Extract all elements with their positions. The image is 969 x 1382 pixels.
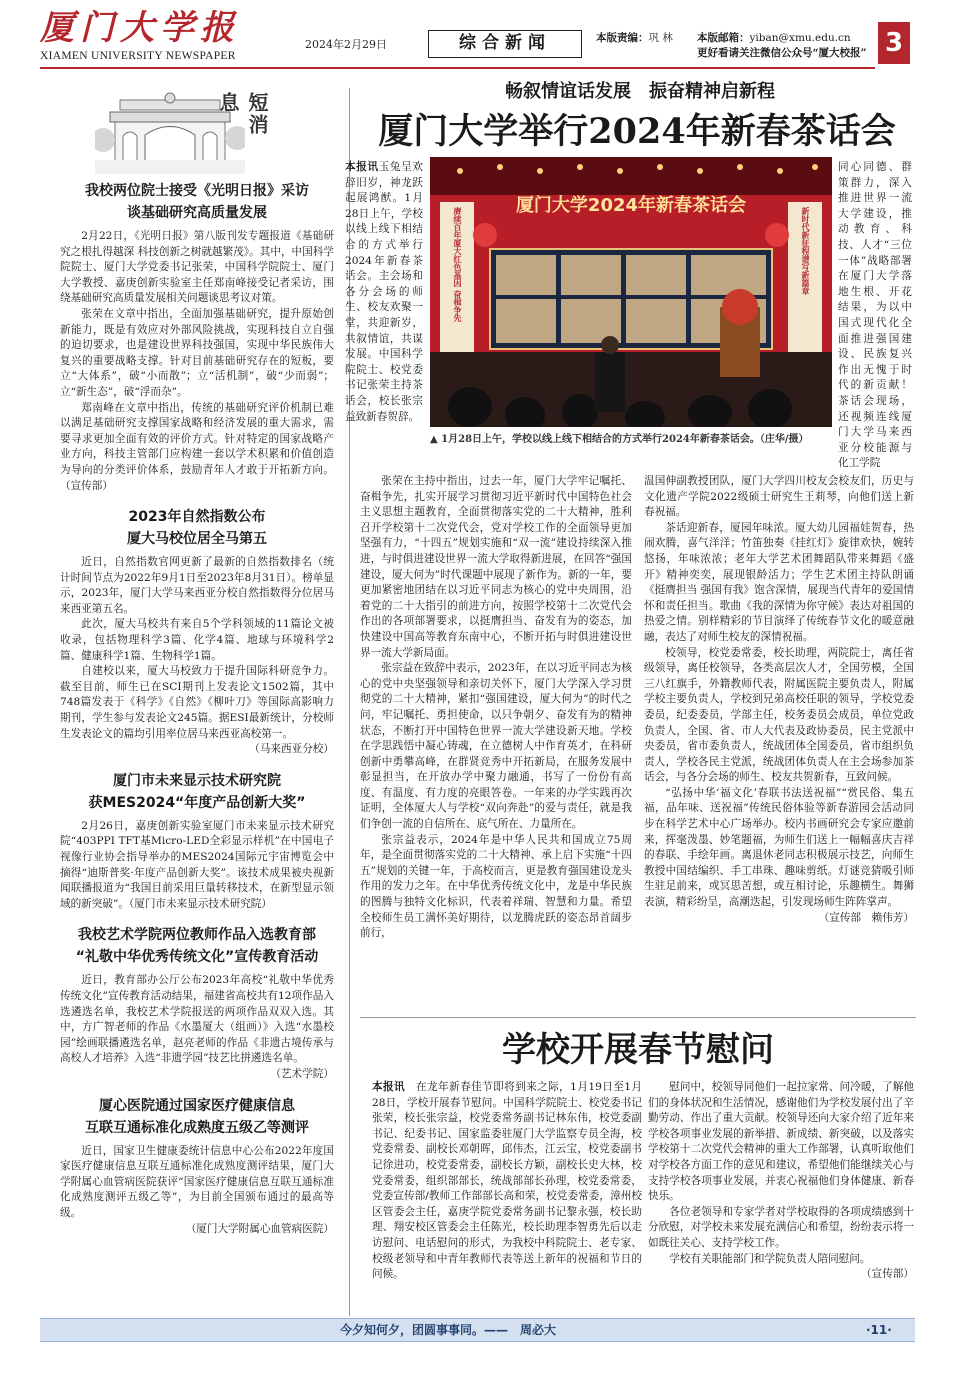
page-number-badge: 3 xyxy=(878,22,910,64)
short-article xyxy=(60,1095,334,1238)
short-news-header xyxy=(60,88,334,176)
short-article xyxy=(60,506,334,758)
second-col-2 xyxy=(648,1080,914,1283)
section-name: 综合新闻 xyxy=(459,33,551,53)
article-title: 我校艺术学院两位教师作品入选教育部 xyxy=(78,927,316,944)
short-article xyxy=(60,180,334,494)
footer-page-number: ·11· xyxy=(866,1323,892,1337)
issue-date: 2024年2月29日 xyxy=(305,38,387,51)
photo-caption: ▲ 1月28日上午，学校以线上线下相结合的方式举行2024年新春茶话会。（庄华/摄） xyxy=(430,434,809,445)
second-paragraph: 各位老领导和专家学者对学校取得的各项成绩感到十分欣慰，对学校未来发展充满信心和希望，纷纷表示将一如既往关心、支持学校工作。 xyxy=(648,1205,914,1249)
article-paragraph: 郑南峰在文章中指出，传统的基础研究评价机制已难以满足基础研究支撑国家战略和经济发展的重大需求，需要寻求更加全面有效的评价方式。针对特定的国家战略产业方向，科技主管部门应构建一套以学术积累和价值创造为导向的分类评价体系，鼓励青年人才敢于开拓新方向。（宣传部） xyxy=(60,401,334,492)
main-paragraph: 温国伸副教授团队，厦门大学四川校友会校友们，历史与文化遗产学院2022级硕士研究生王莉琴，向他们送上新春祝福。 xyxy=(644,475,914,519)
article-paragraph: 2月26日，嘉庚创新实验室厦门市未来显示技术研究院“403PPI TFT基Micro-LED全彩显示样机”在中国电子视像行业协会指导举办的MES2024国际元宇宙博览会中摘得“迪斯普奖·年度产品创新大奖”。该技术成果被央视新闻联播报道为“我国目前采用巨量转移技术，在新型显示领域的新突破”。（厦门市未来显示技术研究院） xyxy=(60,819,334,910)
article-title: 2023年自然指数公布 xyxy=(128,509,266,526)
article-paragraph: 自建校以来，厦大马校致力于提升国际科研竞争力。截至目前，师生已在SCI期刊上发表论文1502篇，其中748篇发表于《科学》《自然》《柳叶刀》等国际高影响力期刊，学生参与发表论文245篇。据ESI最新统计，分校师生发表论文的篇均引用率位居马来西亚高校第一。 xyxy=(60,665,334,740)
email-info: 本版邮箱：yiban@xmu.edu.cn xyxy=(697,32,851,44)
article-title: 厦门市未来显示技术研究院 xyxy=(113,772,281,789)
article-title: 互联互通标准化成熟度五级乙等测评 xyxy=(85,1119,309,1136)
main-paragraph: “弘扬中华‘福文化’春联书法送祝福”“赏民俗、集五福，品年味、送祝福”传统民俗体验等新春游园会活动同步在科学艺术中心广场举办。校内书画研究会专家应邀前来，挥毫泼墨、妙笔题福，为师生们送上一幅幅喜庆吉祥的春联、手绘年画。离退休老同志积极展示技艺，向师生教授中国结编织、手工串珠、趣味剪纸。灯谜竞猜吸引师生驻足前来，或冥思苦想，或互相讨论，乐趣横生。舞狮表演，精彩纷呈，高潮迭起，引发现场师生阵阵掌声。 xyxy=(644,786,914,909)
article-paragraph: 近日，教育部办公厅公布2023年高校“礼敬中华优秀传统文化”宣传教育活动结果，福建省高校共有12项作品入选遴选名单，我校艺术学院报送的两项作品双双入选。其中，方广智老师的作品《水墨厦大（组画）》入选“水墨校园”绘画联播遴选名单，赵亮老师的作品《非遗古境传承与高校人才培养》入选“非遗学园”技艺比拼遴选名单。 xyxy=(60,974,334,1065)
footer-slogan: 今夕知何夕，团圆事事同。—— 周必大 xyxy=(340,1323,557,1337)
intro-text: 在龙年新春佳节即将到来之际，1月19日至1月28日，学校开展春节慰问。中国科学院院士、校党委书记张荣，校长张宗益，校党委常务副书记林东伟，校党委副书记、纪委书记、国家监委驻厦门大学监察专员全海，校党委常委、副校长邓朝晖，邱伟杰，江云宝，校党委副书记徐进功，校党委常委，副校长方颖，副校长史大林，校党委常委，组织部部长，统战部部长孙理，校党委常委，党委宣传部/教师工作部部长高和荣，校党委常委，漳州校区管委会主任，嘉庚学院党委常务副书记黎永强，校长助理、翔安校区管委会主任陈光，校长助理李智勇先后以走访慰问、电话慰问的形式，为我校中科院院士、老专家、校级老领导和中青年教师代表等送上新年的祝福和节日的问候。 xyxy=(372,1081,643,1281)
article-paragraph: 近日，自然指数官网更新了最新的自然指数排名（统计时间节点为2022年9月1日至2023年8月31日）。榜单显示，2023年，厦门大学马来西亚分校自然指数得分位居马来西亚第五名。 xyxy=(60,556,334,615)
photo-banner: 厦门大学2024年新春茶话会 xyxy=(515,195,747,216)
article-title: 厦大马校位居全马第五 xyxy=(127,531,267,548)
main-paragraph: 校领导，校党委常委，校长助理，两院院士，离任省级领导，离任校领导，各类高层次人才，全国劳模，全国三八红旗手，外籍教师代表，附属医院主要负责人，附属学校主要负责人，学校到兄弟高校任职的领导，学校党委委员，纪委委员，学部主任，校务委员会成员，单位党政负责人，全国、省、市人大代表及政协委员，民主党派中央委员，省市委负责人，统战团体全国委员，省市组织负责人，学校各民主党派，统战团体负责人在主会场参加茶话会，与各分会场的师生、校友共贺新春，互致问候。 xyxy=(644,646,914,784)
editor-info: 本版责编：巩 林 xyxy=(596,32,673,44)
second-headline: 学校开展春节慰问 xyxy=(502,1030,774,1070)
short-article xyxy=(60,924,334,1082)
article-paragraph: 2月22日，《光明日报》第八版刊发专题报道《基础研究之根扎得越深 科技创新之树就越繁茂》。其中，中国科学院院士、厦门大学党委书记张荣，中国科学院院士、厦门大学教授、嘉庚创新实验室主任郑南峰接受记者采访，围绕基础研究高质量发展相关问题谈思考议对策。 xyxy=(60,230,334,305)
newspaper-title: 厦门大学报 xyxy=(40,8,240,48)
main-paragraph: 张荣在主持中指出，过去一年，厦门大学牢记嘱托、奋楫争先，扎实开展学习贯彻习近平新时代中国特色社会主义思想主题教育，全面贯彻落实党的二十大精神，胜利召开学校第十二次党代会，党对学校工作的全面领导更加坚强有力，“十四五”规划实施和“双一流”建设持续深入推进，与时俱进建设世界一流大学取得新进展，在回答“强国建设，厦大何为”时代课题中展现了新作为。新的一年，要更加紧密地团结在以习近平同志为核心的党中央周围，沿着党的二十大指引的前进方向，按照学校第十二次党代会作出的各项部署要求，以挺膺担当、奋发有为的姿态，加快建设中国高等教育东南中心，不断开拓与时俱进建设世界一流大学新局面。 xyxy=(360,475,632,659)
intro-text: 玉兔呈欢辞旧岁，神龙跃起展鸿猷。1月28日上午，学校以线上线下相结合的方式举行2024年新春茶话会。主会场和各分会场的师生、校友欢聚一堂，共迎新岁，共叙情谊，共谋发展。中国科学院院士、校党委书记张荣主持茶话会，校长张宗益致新春贺辞。 xyxy=(345,161,423,423)
intro-label: 本报讯 xyxy=(372,1081,406,1093)
article-title: 我校两位院士接受《光明日报》采访 xyxy=(85,183,309,199)
article-paragraph: 张荣在文章中指出，全面加强基础研究，提升原始创新能力，既是有效应对外部风险挑战，实现科技自立自强的迫切要求，也是建设世界科技强国，实现中华民族伟大复兴的重要战略支撑。针对目前基础研究存在的短板，要立“大体系”，破“小而散”；立“活机制”，破“少而弱”；立“新生态”，破“浮而杂”。 xyxy=(60,307,334,398)
second-story-rule xyxy=(360,1017,916,1018)
article-title: 谈基础研究高质量发展 xyxy=(127,205,267,221)
article-title: “礼敬中华优秀传统文化”宣传教育活动 xyxy=(75,949,319,966)
main-paragraph: 张宗益表示，2024年是中华人民共和国成立75周年，是全面贯彻落实党的二十大精神、承上启下实施“十四五”规划的关键一年，于高校而言，更是教育强国建设龙头作用的发力之年。在中华优秀传统文化中，龙是中华民族的图腾与独特文化标识，代表着祥瑞、智慧和力量。希望全校师生员工满怀美好期待，以龙腾虎跃的姿态昂首阔步前行， xyxy=(360,833,632,940)
main-subtitle: 畅叙情谊话发展 振奋精神启新程 xyxy=(505,81,775,102)
main-col-2 xyxy=(644,474,914,926)
section-box xyxy=(428,30,582,58)
intro-label: 本报讯 xyxy=(345,161,379,173)
masthead xyxy=(0,0,969,78)
second-paragraph: 慰问中，校领导同他们一起拉家常、问冷暖，了解他们的身体状况和生活情况，感谢他们为学校发展付出了辛勤劳动、作出了重大贡献。校领导还向大家介绍了近年来学校各项事业发展的新举措、新成绩、新突破，以及落实学校第十二次党代会精神的重大工作部署，认真听取他们对学校各方面工作的意见和建议，希望他们能继续关心与支持学校各项事业发展，并衷心祝福他们身体健康、新春快乐。 xyxy=(648,1081,914,1203)
photo-left-banner: 赓续百年厦大红色基因 奋楫争先 xyxy=(453,207,462,322)
main-intro xyxy=(345,160,423,425)
article-source: （厦门大学附属心血管病医院） xyxy=(185,1222,334,1235)
second-paragraph: 学校有关职能部门和学院负责人陪同慰问。 xyxy=(669,1252,871,1265)
wechat-info: 更好看请关注微信公众号“厦大校报” xyxy=(697,47,867,59)
article-paragraph: 近日，国家卫生健康委统计信息中心公布2022年度国家医疗健康信息互联互通标准化成熟度测评结果，厦门大学附属心血管病医院获评“国家医疗健康信息互联互通标准化成熟度测评五级乙等”，为目前全国颁布通过的最高等级。 xyxy=(60,1144,334,1219)
article-source: （宣传部） xyxy=(861,1268,914,1281)
header-rule xyxy=(40,67,875,69)
article-source: （宣传部 赖伟芳） xyxy=(818,911,914,924)
photo-right-banner: 新时代新征程谱写新篇章 xyxy=(801,207,810,295)
main-paragraph: 张宗益在致辞中表示，2023年，在以习近平同志为核心的党中央坚强领导和亲切关怀下，厦门大学深入学习贯彻党的二十大精神，紧扣“强国建设，厦大何为”的时代之问，牢记嘱托、勇担使命，以只争朝夕、奋发有为的精神状态，不断打开中国特色世界一流大学建设新天地。学校在学思践悟中凝心铸魂，在立德树人中作育英才，在科研创新中勇攀高峰，在群贤竞秀中开拓新局，在服务发展中彰显担当，在开放办学中聚力融通，书写了一份份有高度、有温度、有力度的亮眼答卷。一年来的办学实践再次证明，全体厦大人与学校“双向奔赴”的爱与责任，就是我们争创一流的自信所在、底气所在、力量所在。 xyxy=(360,662,632,831)
short-article xyxy=(60,770,334,913)
second-col-1 xyxy=(372,1080,642,1283)
article-title: 厦心医院通过国家医疗健康信息 xyxy=(99,1097,295,1114)
main-col-1 xyxy=(360,474,632,942)
main-headline: 厦门大学举行2024年新春茶话会 xyxy=(378,111,896,152)
footer-bar xyxy=(40,1318,915,1342)
short-news-column xyxy=(60,88,334,1237)
main-paragraph: 茶话迎新春，厦园年味浓。厦大幼儿园福娃贺春，热闹欢腾，喜气洋洋；竹笛独奏《挂红灯》旋律欢快，婉转悠扬，年味浓浓；老年大学艺术团舞蹈队带来舞蹈《盛开》精神奕奕，展现银龄活力；学生艺术团主持队朗诵《挺膺担当 强国有我》饱含深情，展现当代青年的爱国情怀和责任担当。歌曲《我的深情为你守候》表达对祖国的热爱之情。别样精彩的节目演绎了传统春节文化的暖意融融，表达了对师生校友的深情祝福。 xyxy=(644,521,914,643)
article-source: （马来西亚分校） xyxy=(249,743,334,756)
short-news-label: 短消息 xyxy=(216,92,269,136)
right-top-text: 同心同德、群策群力，深入推进世界一流大学建设，推动教育、科技、人才“三位一体”战略部署在厦门大学落地生根、开花结果，为以中国式现代化全面推进强国建设、民族复兴作出无愧于时代的新贡献！茶话会现场，还视频连线厦门大学马来西亚分校能源与化工学院 xyxy=(838,161,912,470)
article-paragraph: 此次，厦大马校共有来自5个学科领域的11篇论文被收录，包括物理科学3篇、化学4篇、地球与环境科学2篇、健康科学1篇、生物科学1篇。 xyxy=(60,618,334,662)
newspaper-english: XIAMEN UNIVERSITY NEWSPAPER xyxy=(40,50,236,62)
tea-party-photo xyxy=(430,157,832,427)
article-source: （艺术学院） xyxy=(270,1067,334,1080)
article-title: 获MES2024“年度产品创新大奖” xyxy=(88,794,306,811)
newspaper-logo xyxy=(40,6,280,50)
